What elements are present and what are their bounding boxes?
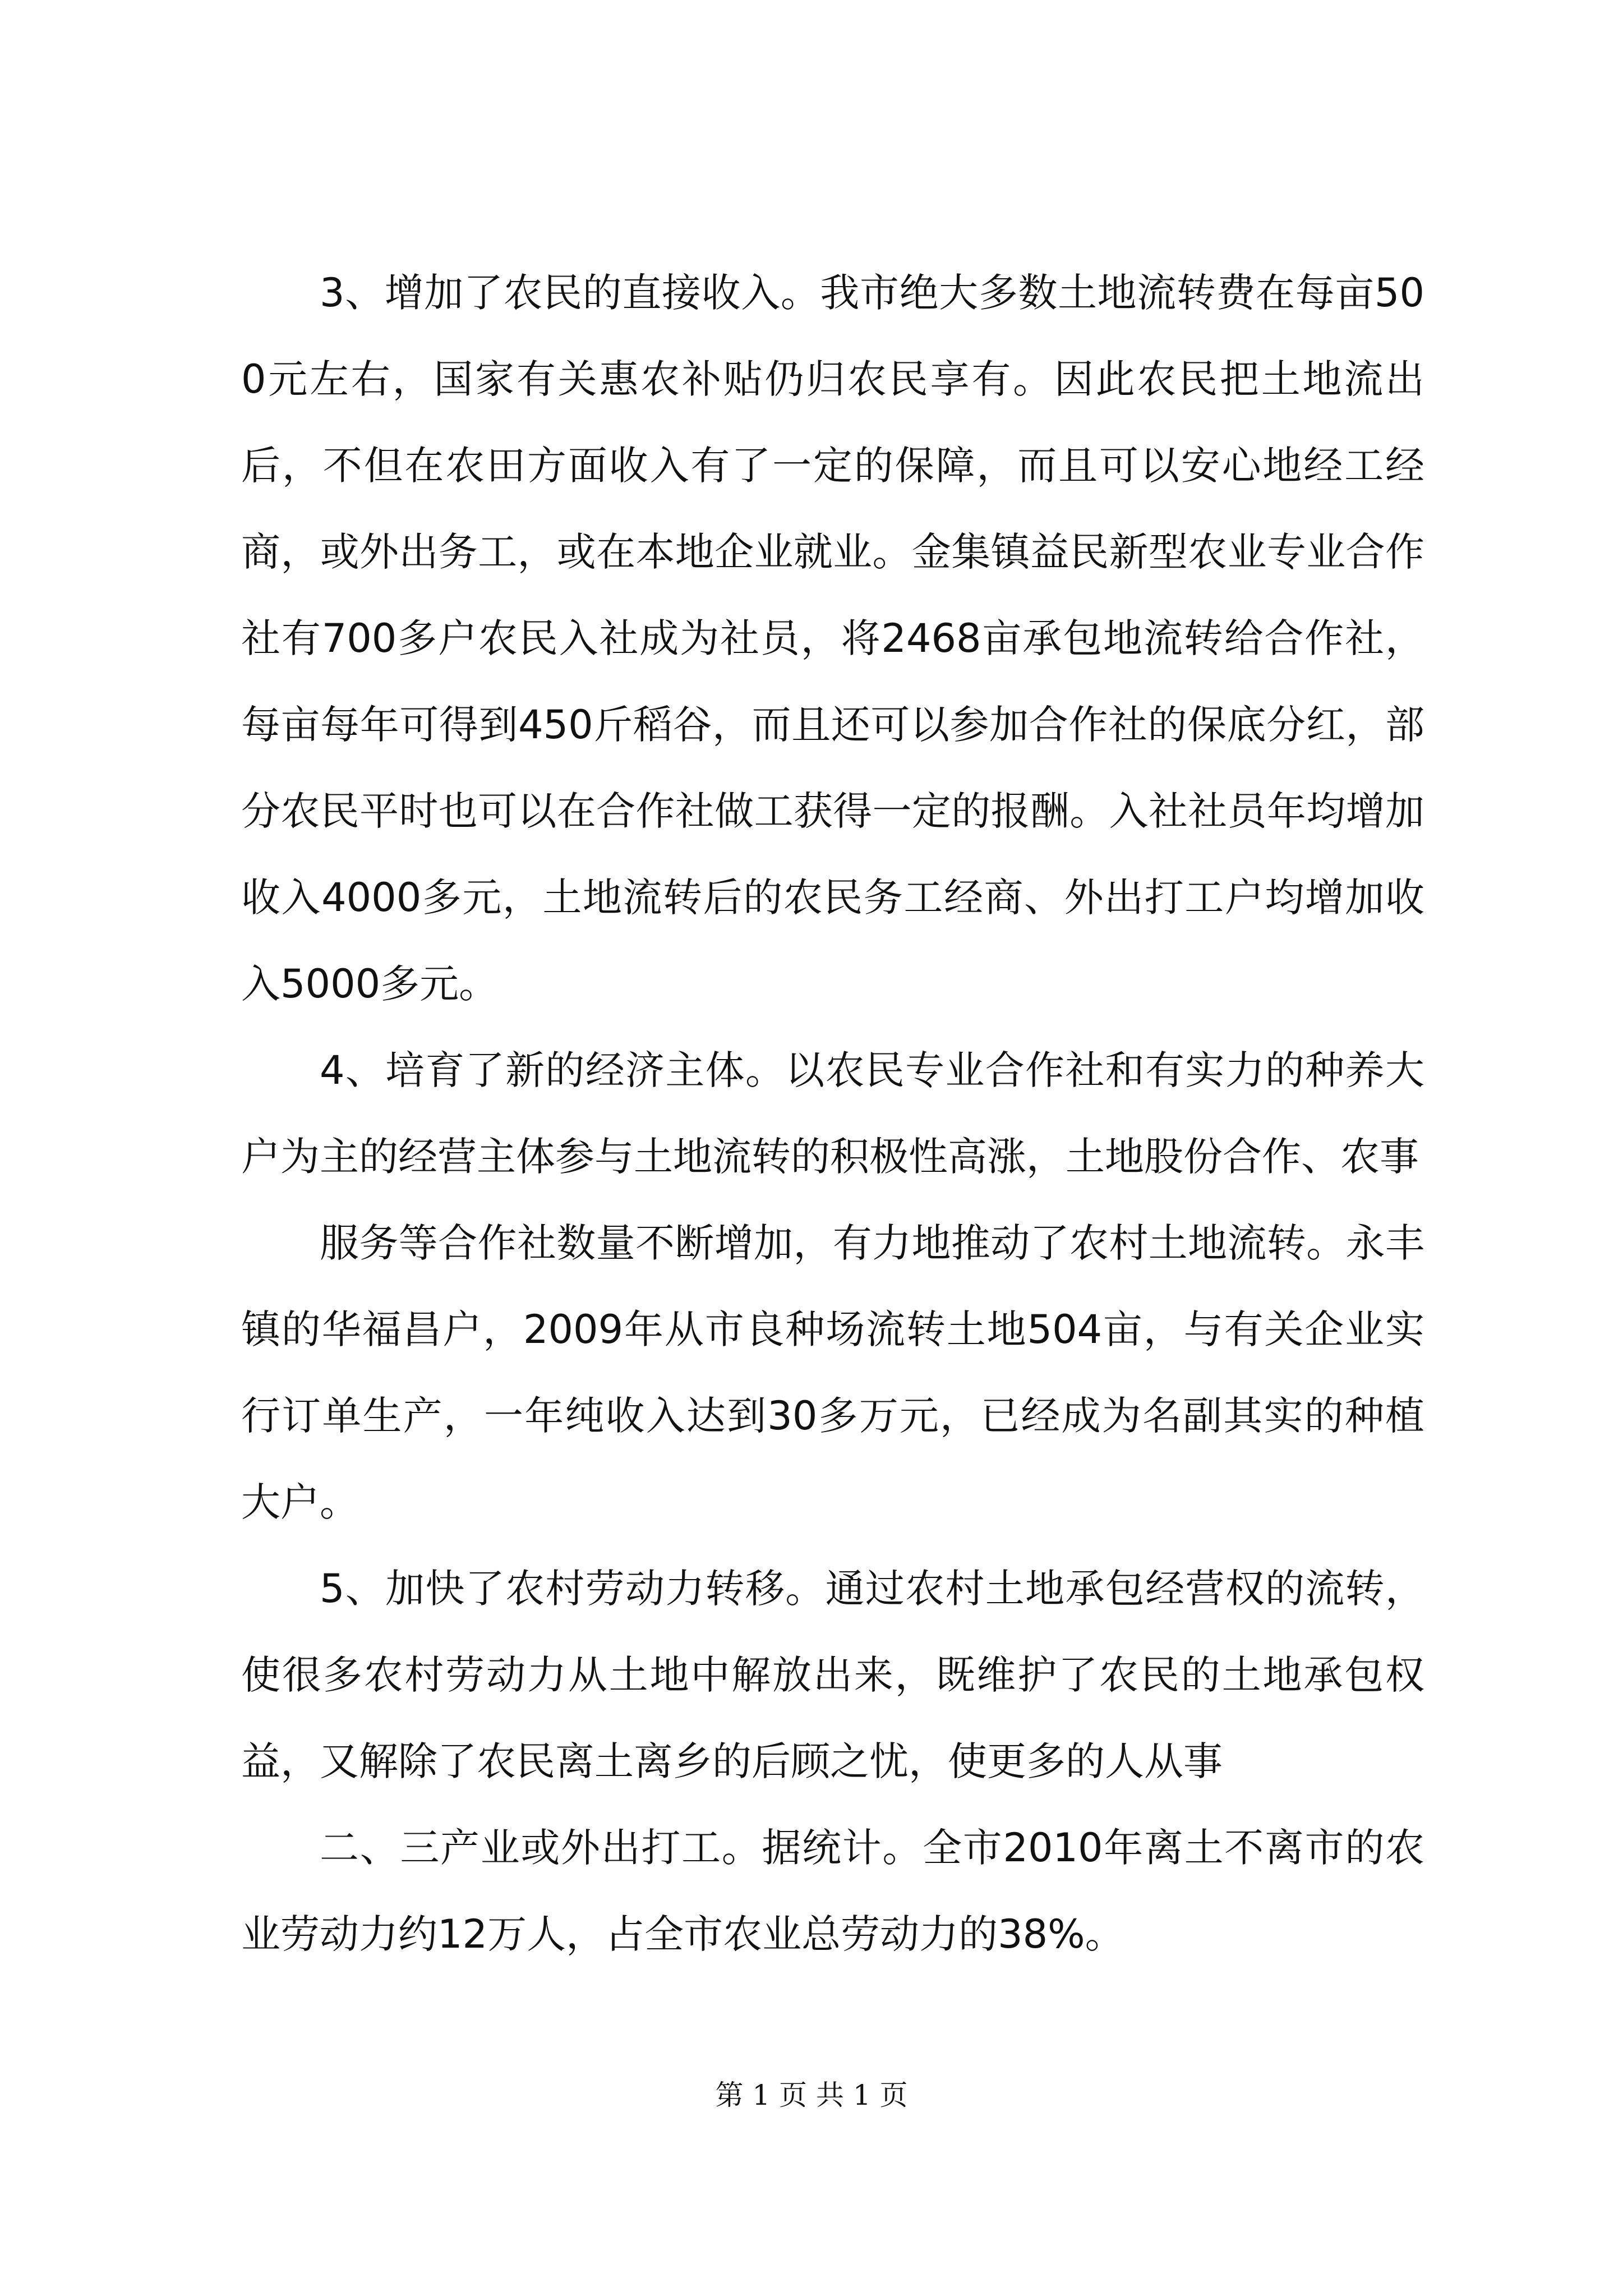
document-body	[241, 250, 1424, 1977]
page-number-footer: 第 1 页 共 1 页	[715, 2079, 908, 2111]
paragraph-item-4-continued: 服务等合作社数量不断增加，有力地推动了农村土地流转。永丰镇的华福昌户，2009年从市良种场流转土地504亩，与有关企业实行订单生产，一年纯收入达到30多万元，已经成为名副其实的种植大户。	[241, 1220, 1424, 1525]
paragraph-item-3: 3、增加了农民的直接收入。我市绝大多数土地流转费在每亩500元左右，国家有关惠农补贴仍归农民享有。因此农民把土地流出后，不但在农田方面收入有了一定的保障，而且可以安心地经工经商，或外出务工，或在本地企业就业。金集镇益民新型农业专业合作社有700多户农民入社成为社员，将2468亩承包地流转给合作社，每亩每年可得到450斤稻谷，而且还可以参加合作社的保底分红，部分农民平时也可以在合作社做工获得一定的报酬。入社社员年均增加收入4000多元，土地流转后的农民务工经商、外出打工户均增加收入5000多元。	[241, 270, 1424, 1007]
paragraph-item-5-continued: 二、三产业或外出打工。据统计。全市2010年离土不离市的农业劳动力约12万人，占全市农业总劳动力的38%。	[241, 1825, 1424, 1957]
paragraph-item-5: 5、加快了农村劳动力转移。通过农村土地承包经营权的流转，使很多农村劳动力从土地中解放出来，既维护了农民的土地承包权益，又解除了农民离土离乡的后顾之忧，使更多的人从事	[241, 1566, 1424, 1784]
paragraph-item-4: 4、培育了新的经济主体。以农民专业合作社和有实力的种养大户为主的经营主体参与土地流转的积极性高涨，土地股份合作、农事	[241, 1047, 1424, 1180]
